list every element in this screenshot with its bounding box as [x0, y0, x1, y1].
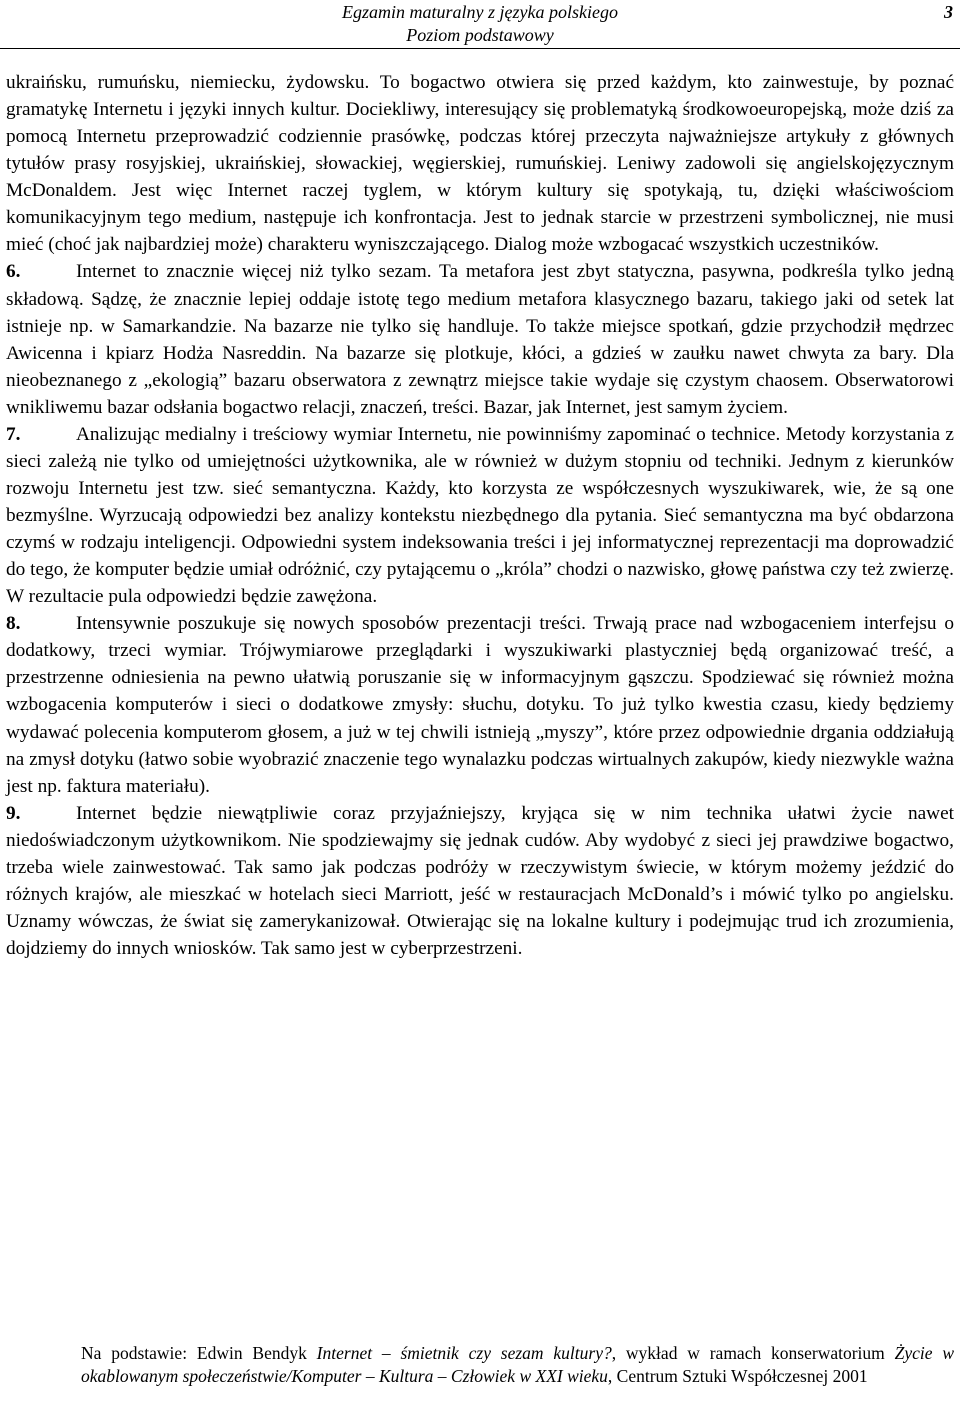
- exam-level: Poziom podstawowy: [406, 25, 554, 45]
- citation-middle: , wykład w ramach konserwatorium: [611, 1343, 895, 1363]
- paragraph-number: 7.: [6, 423, 21, 445]
- exam-title: Egzamin maturalny z języka polskiego: [342, 2, 618, 22]
- paragraph-text: Internet będzie niewątpliwie coraz przyjaźniejszy, kryjąca się w nim technika ułatwi życie nawet niedoświadczonym użytkownikom. Nie spodziewajmy się jednak cudów. Aby wydobyć z sieci jej prawdziwe bogactwo, trzeba wiele zainwestować. Tak samo jak podczas podróży w rzeczywistym świecie, w którym możemy jeździć do różnych krajów, ale mieszkać w hotelach sieci Marriott, jeść w restauracjach McDonald’s i mówić tylko po angielsku. Uznamy wówczas, że świat się zamerykanizował. Otwierając się na lokalne kultury i podejmując trud ich zrozumienia, dojdziemy do innych wniosków. Tak samo jest w cyberprzestrzeni.: [6, 802, 954, 959]
- paragraph-text: Internet to znacznie więcej niż tylko sezam. Ta metafora jest zbyt statyczna, pasywna, podkreśla tylko jedną składową. Sądzę, że znacznie lepiej oddaje istotę tego medium metafora klasycznego bazaru, takiego jaki od setek lat istnieje np. w Samarkandzie. Na bazarze nie tylko się handluje. To także miejsce spotkań, gdzie przychodził mędrzec Awicenna i kpiarz Hodża Nasreddin. Na bazarze się plotkuje, kłóci, a gdzieś w zaułku nawet chwyta za bary. Dla nieobeznanego z „ekologią” bazaru obserwatora z zewnątrz miejsce takie wydaje się czystym chaosem. Obserwatorowi wnikliwemu bazar odsłania bogactwo relacji, znaczeń, treści. Bazar, jak Internet, jest samym życiem.: [6, 261, 954, 418]
- citation-prefix: Na podstawie: Edwin Bendyk: [81, 1343, 317, 1363]
- paragraph-number: 6.: [6, 261, 21, 283]
- paragraph-9: [6, 800, 954, 962]
- paragraph-8: [6, 610, 954, 799]
- citation-title: Internet – śmietnik czy sezam kultury?: [316, 1343, 612, 1363]
- article-text: [6, 69, 954, 962]
- page-number: 3: [944, 2, 953, 22]
- paragraph-number: 9.: [6, 802, 21, 824]
- paragraph-continued: [6, 69, 954, 258]
- citation-text: [81, 1342, 954, 1388]
- paragraph-number: 8.: [6, 613, 21, 635]
- paragraph-text: ukraińsku, rumuńsku, niemiecku, żydowsku. To bogactwo otwiera się przed każdym, kto zainwestuje, by poznać gramatykę Internetu i języki innych kultur. Dociekliwy, interesujący się problematyką środkowoeuropejską, może dziś za pomocą Internetu przeprowadzić codziennie prasówkę, podczas której przeczyta najważniejsze artykuły z głównych tytułów prasy rosyjskiej, ukraińskiej, słowackiej, węgierskiej, rumuńskiej. Leniwy zadowoli się angielskojęzycznym McDonaldem. Jest więc Internet raczej tyglem, w którym kultury się spotykają, tu, dzięki właściwościom komunikacyjnym tego medium, następuje ich konfrontacja. Jest to jednak starcie w przestrzeni symbolicznej, nie musi mieć (choć jak najbardziej może) charakteru wyniszczającego. Dialog może wzbogacać wszystkich uczestników.: [6, 72, 954, 256]
- header-divider: [0, 48, 960, 49]
- source-citation: [81, 1342, 954, 1388]
- paragraph-text: Analizując medialny i treściowy wymiar Internetu, nie powinniśmy zapominać o technice. Metody korzystania z sieci zależą nie tylko od umiejętności użytkownika, ale w również w dużym stopniu od techniki. Jednym z kierunków rozwoju Internetu jest tzw. sieć semantyczna. Każdy, kto korzysta ze współczesnych wyszukiwarek, wie, że są one bezmyślne. Wyrzucają odpowiedzi bez analizy kontekstu niezbędnego dla pytania. Sieć semantyczna ma być obdarzona czymś w rodzaju inteligencji. Odpowiedni system indeksowania treści i jej informatycznej reprezentacji ma doprowadzić do tego, że komputer będzie umiał odróżnić, czy pytającemu o „króla” chodzi o nazwisko, głowę państwa czy też zwierzę. W rezultacie pula odpowiedzi będzie zawężona.: [6, 423, 954, 608]
- paragraph-6: [6, 258, 954, 420]
- paragraph-7: [6, 421, 954, 610]
- citation-series: Życie w okablowanym społeczeństwie/Komputer – Kultura – Człowiek w XXI wieku: [81, 1343, 955, 1386]
- citation-suffix: , Centrum Sztuki Współczesnej 2001: [607, 1366, 868, 1386]
- page-header: [0, 0, 960, 50]
- paragraph-text: Intensywnie poszukuje się nowych sposobów prezentacji treści. Trwają prace nad wzbogaceniem interfejsu o dodatkowy, trzeci wymiar. Trójwymiarowe przeglądarki i wyszukiwarki plastyczniej będą organizować treść, a przestrzenne odniesienia na pewno ułatwią poruszanie się w informacyjnym gąszczu. Spodziewać się również można wzbogacenia komputerów i sieci o dodatkowe zmysły: słuchu, dotyku. To już tylko kwestia czasu, kiedy będziemy wydawać polecenia komputerom głosem, a już w tej chwili istnieją „myszy”, które przez odpowiednie drgania oddziałują na zmysł dotyku (łatwo sobie wyobrazić znaczenie tego wynalazku podczas wirtualnych zakupów, kiedy niezwykle ważna jest np. faktura materiału).: [6, 613, 954, 797]
